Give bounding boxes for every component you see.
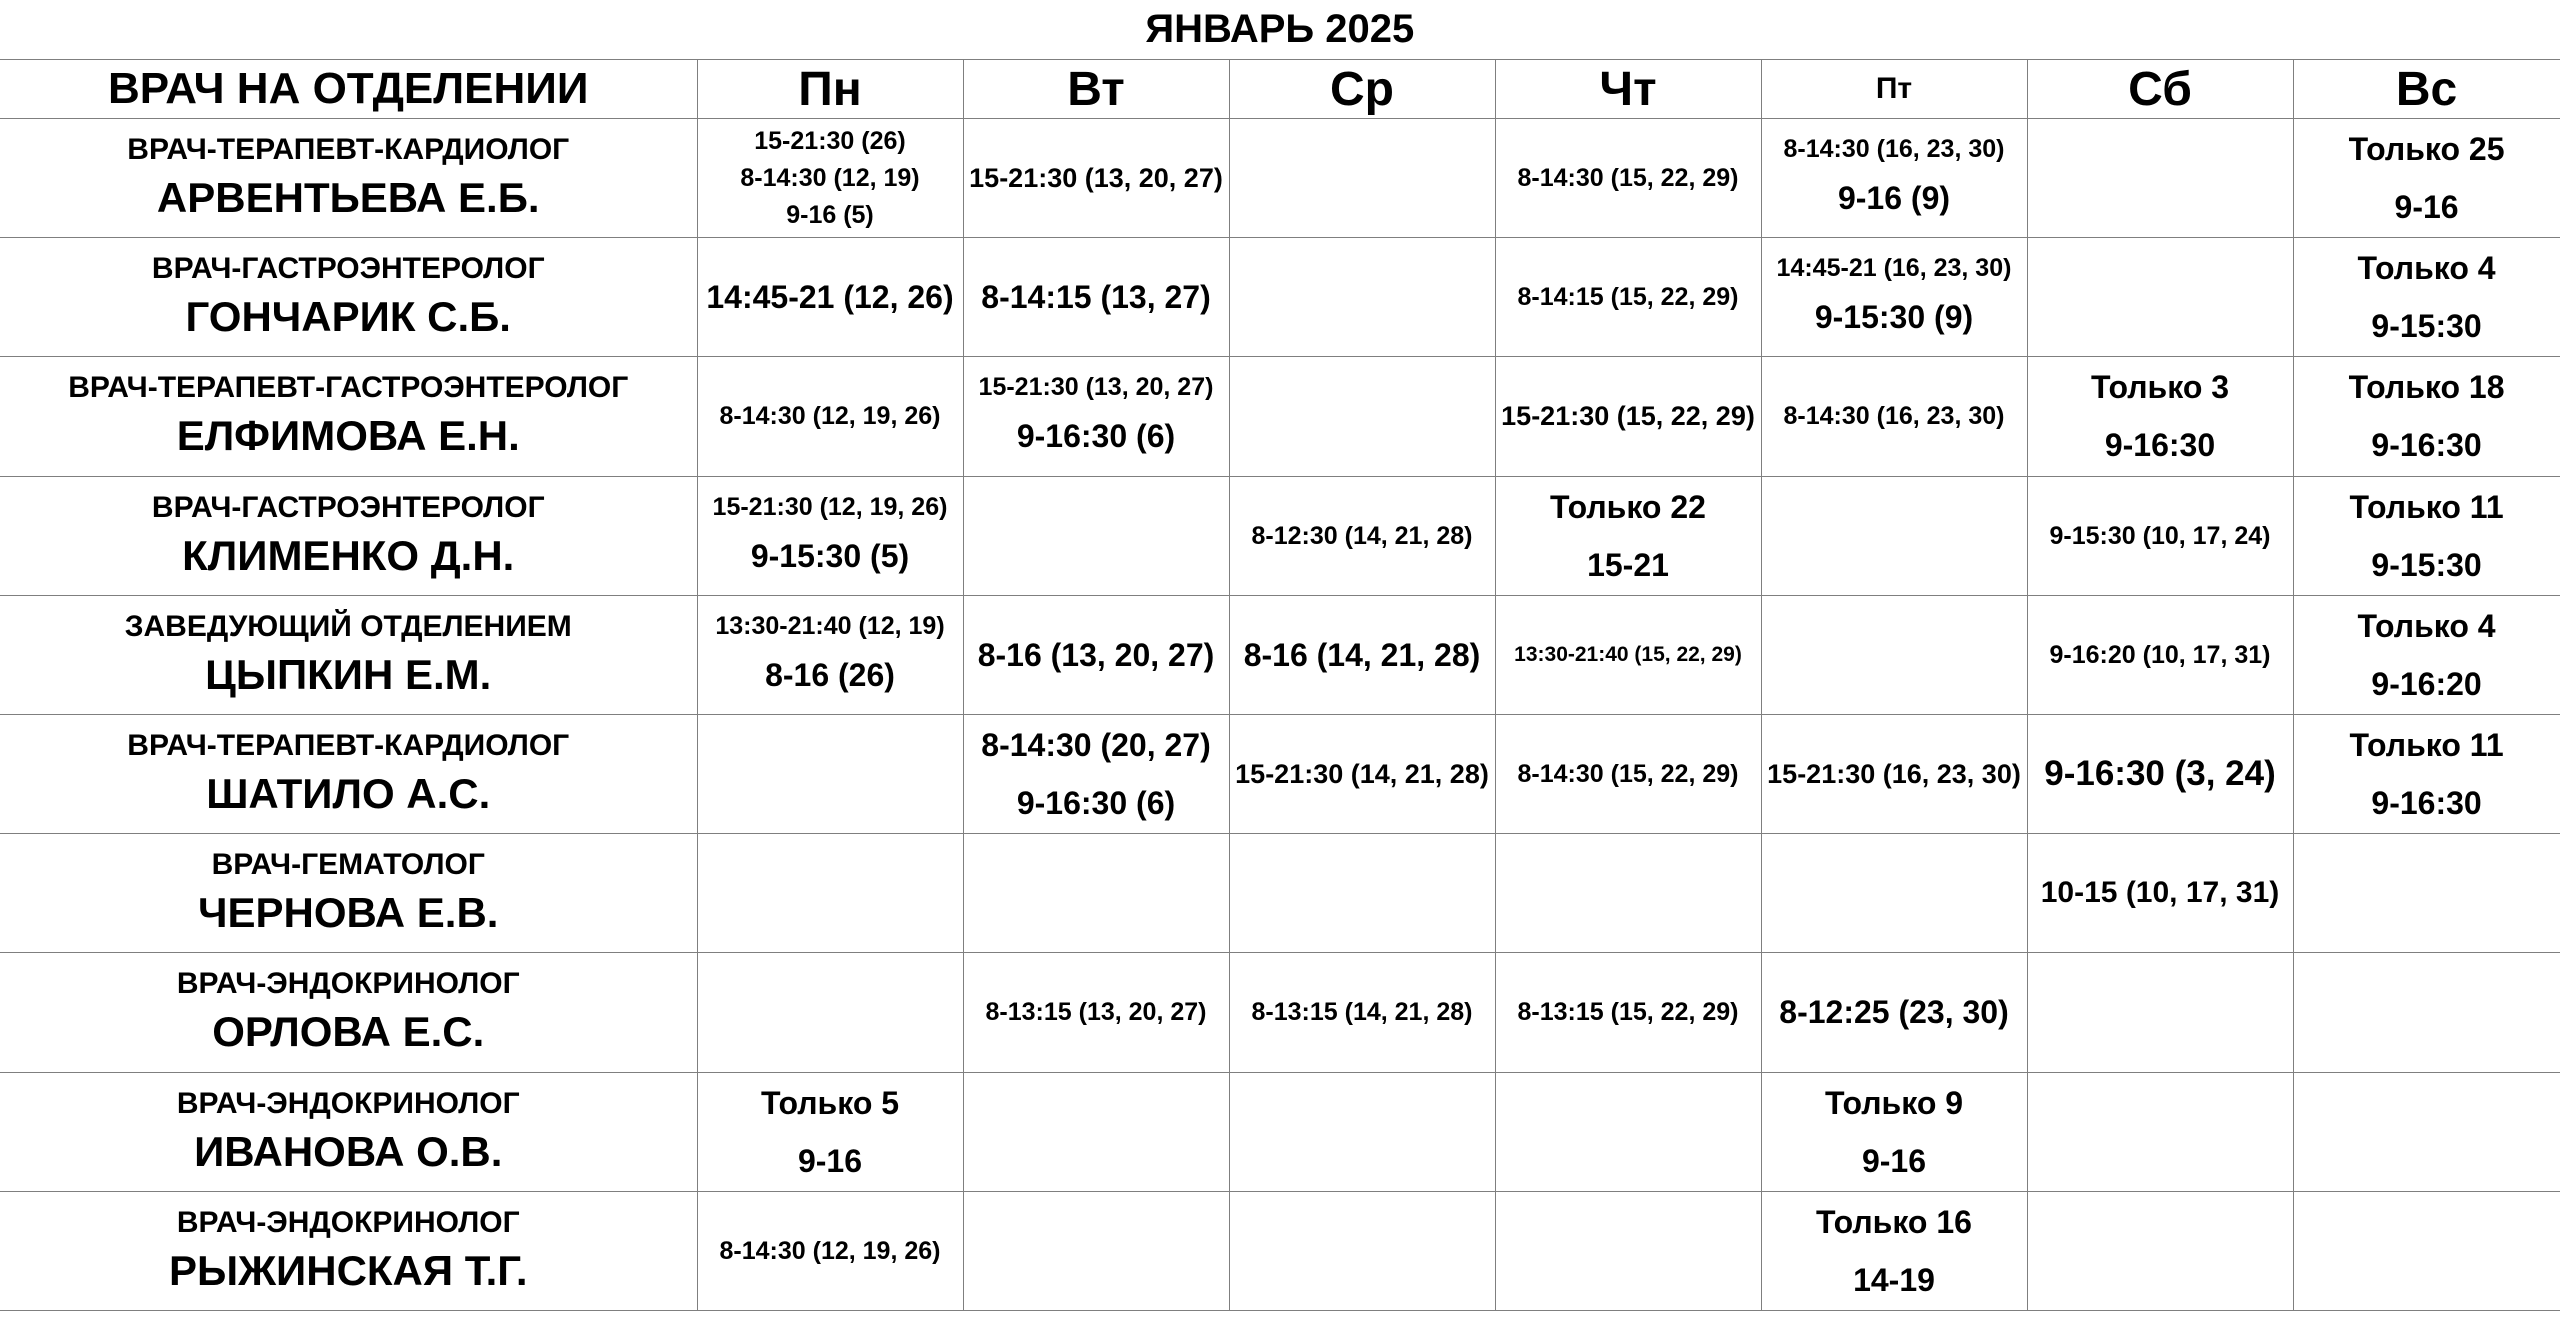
doctor-row [0,953,2560,1072]
schedule-line: 8-12:25 (23, 30) [1779,994,2009,1031]
schedule-cell-wed [1229,476,1495,595]
schedule-cell-thu [1495,953,1761,1072]
doctor-name: ГОНЧАРИК С.Б. [185,293,511,341]
page-title: ЯНВАРЬ 2025 [0,0,2560,60]
schedule-cell-wed [1229,714,1495,833]
schedule-cell-wed [1229,119,1495,238]
doctor-cell [0,119,697,238]
schedule-line: 9-16 [1861,1142,1927,1179]
schedule-cell-sat [2027,1072,2293,1191]
schedule-line: 9-16:30 (6) [1016,418,1176,455]
doctor-cell [0,357,697,476]
schedule-cell-fri [1761,357,2027,476]
schedule-cell-sat [2027,595,2293,714]
schedule-cell-wed [1229,595,1495,714]
schedule-cell-sat [2027,238,2293,357]
schedule-cell-sun [2293,714,2560,833]
schedule-line: Только 22 [1550,488,1706,525]
schedule-line: Только 16 [1816,1203,1972,1240]
schedule-cell-fri [1761,476,2027,595]
schedule-line: 9-16 (5) [786,200,874,229]
schedule-cell-tue [963,953,1229,1072]
doctor-row [0,476,2560,595]
doctor-cell [0,476,697,595]
schedule-cell-sat [2027,953,2293,1072]
schedule-line: 10-15 (10, 17, 31) [2040,876,2280,910]
schedule-cell-thu [1495,595,1761,714]
schedule-line: 15-21:30 (26) [754,126,906,155]
schedule-cell-fri [1761,714,2027,833]
schedule-cell-sun [2293,953,2560,1072]
schedule-line: Только 5 [760,1084,900,1121]
schedule-cell-mon [697,357,963,476]
doctor-role: ВРАЧ-ГАСТРОЭНТЕРОЛОГ [151,252,545,286]
doctor-name: ЕЛФИМОВА Е.Н. [176,412,520,460]
schedule-cell-thu [1495,357,1761,476]
schedule-cell-sun [2293,1072,2560,1191]
doctor-role: ЗАВЕДУЮЩИЙ ОТДЕЛЕНИЕМ [124,609,572,643]
schedule-cell-mon [697,1191,963,1310]
schedule-line: 14:45-21 (12, 26) [706,279,954,316]
day-header-sat: Сб [2027,60,2293,119]
doctor-role: ВРАЧ-ТЕРАПЕВТ-КАРДИОЛОГ [127,729,570,763]
doctor-row [0,238,2560,357]
schedule-cell-sat [2027,1191,2293,1310]
day-header-mon: Пн [697,60,963,119]
schedule-cell-mon [697,476,963,595]
doctor-cell [0,714,697,833]
schedule-cell-fri [1761,1072,2027,1191]
schedule-cell-mon [697,714,963,833]
schedule-line: 9-15:30 (10, 17, 24) [2049,521,2271,550]
schedule-cell-sat [2027,476,2293,595]
doctor-name: ОРЛОВА Е.С. [212,1008,485,1056]
doctor-row [0,1191,2560,1310]
schedule-cell-thu [1495,714,1761,833]
schedule-cell-sat [2027,714,2293,833]
schedule-line: 15-21:30 (16, 23, 30) [1767,759,2021,790]
schedule-line: 15-21:30 (13, 20, 27) [969,163,1223,194]
day-header-sun: Вс [2293,60,2560,119]
schedule-line: 15-21:30 (14, 21, 28) [1235,759,1489,790]
doctor-cell [0,595,697,714]
day-header-wed: Ср [1229,60,1495,119]
schedule-cell-thu [1495,476,1761,595]
schedule-cell-thu [1495,238,1761,357]
schedule-line: Только 11 [2349,488,2504,525]
doctor-cell [0,953,697,1072]
schedule-line: 9-16 [2394,189,2459,226]
schedule-cell-wed [1229,238,1495,357]
schedule-cell-sat [2027,834,2293,953]
doctor-role: ВРАЧ-ТЕРАПЕВТ-ГАСТРОЭНТЕРОЛОГ [68,371,629,405]
schedule-line: Только 4 [2357,607,2496,644]
schedule-cell-sat [2027,119,2293,238]
schedule-line: 14:45-21 (16, 23, 30) [1776,254,2012,283]
schedule-cell-sun [2293,119,2560,238]
schedule-line: 9-16 [797,1142,863,1179]
header-row [0,60,2560,119]
schedule-line: 8-13:15 (15, 22, 29) [1517,998,1739,1027]
schedule-line: 9-15:30 (9) [1814,299,1974,336]
schedule-line: 9-15:30 (5) [750,537,910,574]
doctor-role: ВРАЧ-ЭНДОКРИНОЛОГ [176,1086,520,1120]
schedule-line: 8-16 (26) [765,656,895,693]
schedule-cell-tue [963,595,1229,714]
schedule-cell-tue [963,238,1229,357]
schedule-cell-tue [963,714,1229,833]
schedule-cell-sun [2293,834,2560,953]
day-header-tue: Вт [963,60,1229,119]
doctor-row [0,595,2560,714]
day-header-thu: Чт [1495,60,1761,119]
schedule-cell-thu [1495,119,1761,238]
doctor-row [0,1072,2560,1191]
schedule-line: 8-16 (14, 21, 28) [1243,636,1481,673]
schedule-cell-fri [1761,595,2027,714]
schedule-cell-fri [1761,119,2027,238]
schedule-line: 8-13:15 (13, 20, 27) [985,998,1207,1027]
doctor-role: ВРАЧ-ЭНДОКРИНОЛОГ [176,1205,520,1239]
doctor-cell [0,1072,697,1191]
schedule-line: 8-14:30 (16, 23, 30) [1783,135,2005,164]
schedule-cell-sun [2293,1191,2560,1310]
doctor-row [0,834,2560,953]
schedule-cell-wed [1229,357,1495,476]
schedule-line: 8-16 (13, 20, 27) [977,636,1215,673]
doctor-name: ШАТИЛО А.С. [206,770,491,818]
schedule-cell-thu [1495,1072,1761,1191]
schedule-cell-mon [697,1072,963,1191]
doctor-row [0,119,2560,238]
doctor-name: КЛИМЕНКО Д.Н. [182,531,515,579]
schedule-line: 14-19 [1853,1261,1935,1298]
doctor-role: ВРАЧ-ЭНДОКРИНОЛОГ [176,967,520,1001]
schedule-line: Только 25 [2348,131,2505,168]
schedule-cell-wed [1229,953,1495,1072]
schedule-cell-mon [697,834,963,953]
schedule-cell-fri [1761,238,2027,357]
schedule-cell-thu [1495,834,1761,953]
schedule-line: Только 3 [2090,369,2230,406]
schedule-line: 9-16:30 [2371,427,2482,464]
schedule-line: Только 18 [2348,369,2505,406]
schedule-line: 9-16:30 (6) [1016,785,1176,822]
schedule-line: 13:30-21:40 (15, 22, 29) [1514,642,1742,666]
schedule-line: 8-14:30 (15, 22, 29) [1517,164,1739,193]
schedule-line: Только 4 [2357,250,2496,287]
schedule-line: 8-13:15 (14, 21, 28) [1251,998,1473,1027]
schedule-line: 15-21:30 (15, 22, 29) [1501,401,1755,432]
schedule-cell-wed [1229,834,1495,953]
schedule-line: 8-14:30 (12, 19) [740,163,920,192]
schedule-cell-sat [2027,357,2293,476]
schedule-cell-mon [697,953,963,1072]
schedule-cell-thu [1495,1191,1761,1310]
schedule-cell-wed [1229,1072,1495,1191]
schedule-line: 8-14:30 (12, 19, 26) [719,1236,941,1265]
doctor-name: РЫЖИНСКАЯ Т.Г. [168,1246,528,1294]
doctor-name: ЦЫПКИН Е.М. [205,650,492,698]
doctor-name: ИВАНОВА О.В. [194,1127,503,1175]
schedule-line: 15-21:30 (12, 19, 26) [712,492,948,521]
doctor-name: ЧЕРНОВА Е.В. [198,889,499,937]
doctor-role: ВРАЧ-ГАСТРОЭНТЕРОЛОГ [151,490,545,524]
schedule-cell-sun [2293,238,2560,357]
schedule-line: 15-21 [1587,546,1669,583]
schedule-cell-sun [2293,476,2560,595]
doctor-cell [0,1191,697,1310]
schedule-line: 15-21:30 (13, 20, 27) [978,373,1214,402]
schedule-cell-fri [1761,834,2027,953]
schedule-cell-fri [1761,1191,2027,1310]
schedule-line: 13:30-21:40 (12, 19) [715,611,945,640]
schedule-line: 9-16:30 (3, 24) [2044,754,2276,794]
doctor-name: АРВЕНТЬЕВА Е.Б. [156,174,540,222]
schedule-cell-sun [2293,595,2560,714]
doctor-role: ВРАЧ-ГЕМАТОЛОГ [211,848,485,882]
schedule-line: 8-14:15 (15, 22, 29) [1517,283,1739,312]
schedule-cell-mon [697,595,963,714]
schedule-line: 8-14:30 (20, 27) [981,727,1211,764]
schedule-line: 9-16:30 [2371,785,2482,822]
schedule-line: 9-16 (9) [1837,180,1951,217]
schedule-line: 8-14:30 (16, 23, 30) [1783,402,2005,431]
schedule-line: 8-14:30 (12, 19, 26) [719,402,941,431]
schedule-line: 9-15:30 [2371,546,2482,583]
doctor-role: ВРАЧ-ТЕРАПЕВТ-КАРДИОЛОГ [127,133,570,167]
schedule-cell-tue [963,476,1229,595]
schedule-cell-mon [697,238,963,357]
schedule-cell-tue [963,1072,1229,1191]
schedule-cell-tue [963,1191,1229,1310]
schedule-cell-fri [1761,953,2027,1072]
schedule-line: 9-16:20 [2371,665,2482,702]
day-header-fri: Пт [1761,60,2027,119]
schedule-line: Только 9 [1824,1084,1964,1121]
schedule-cell-tue [963,834,1229,953]
doctor-cell [0,834,697,953]
doctor-column-header: ВРАЧ НА ОТДЕЛЕНИИ [0,60,697,119]
schedule-line: 8-12:30 (14, 21, 28) [1251,521,1473,550]
schedule-cell-wed [1229,1191,1495,1310]
schedule-line: 8-14:15 (13, 27) [981,279,1211,316]
schedule-cell-tue [963,357,1229,476]
doctor-row [0,714,2560,833]
doctor-row [0,357,2560,476]
schedule-line: 8-14:30 (15, 22, 29) [1517,760,1739,789]
schedule-line: 9-15:30 [2371,308,2482,345]
schedule-line: 9-16:30 [2104,427,2216,464]
doctor-cell [0,238,697,357]
schedule-cell-tue [963,119,1229,238]
schedule-cell-sun [2293,357,2560,476]
schedule-cell-mon [697,119,963,238]
schedule-line: 9-16:20 (10, 17, 31) [2049,640,2271,669]
schedule-line: Только 11 [2349,727,2504,764]
